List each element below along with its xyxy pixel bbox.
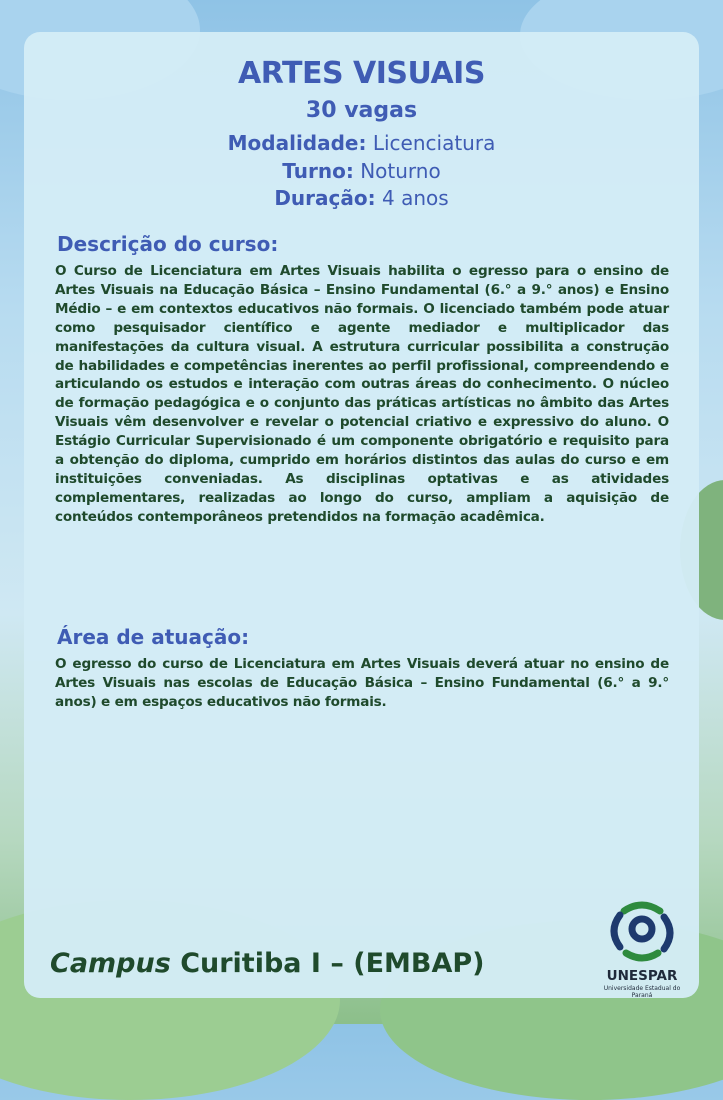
modalidade-line — [0, 131, 723, 155]
duracao-label: Duração: — [274, 186, 376, 210]
turno-line — [0, 159, 723, 183]
turno-value: Noturno — [360, 159, 441, 183]
page-title: ARTES VISUAIS — [238, 56, 485, 91]
logo-name: UNESPAR — [606, 968, 678, 984]
modalidade-label: Modalidade: — [227, 131, 367, 155]
campus-name: Curitiba I – (EMBAP) — [170, 948, 485, 979]
duracao-line — [0, 186, 723, 210]
area-heading: Área de atuação: — [57, 625, 250, 649]
unespar-logo-icon — [594, 897, 690, 967]
campus-italic: Campus — [50, 948, 171, 979]
logo-subtitle: Universidade Estadual do Paraná — [603, 985, 681, 999]
campus-label — [50, 948, 485, 979]
turno-label: Turno: — [282, 159, 354, 183]
vagas-count: 30 vagas — [305, 98, 418, 123]
duracao-value: 4 anos — [381, 186, 449, 210]
area-text: O egresso do curso de Licenciatura em Artes Visuais deverá atuar no ensino de Artes Visuais nas escolas de Educação Básica – Ensino Fundamental (6.° a 9.° anos) e em espaços educativos não formais. — [55, 656, 669, 710]
descricao-heading: Descrição do curso: — [57, 232, 279, 256]
descricao-text: O Curso de Licenciatura em Artes Visuais habilita o egresso para o ensino de Artes Visuais na Educação Básica – Ensino Fundamental (6.° a 9.° anos) e Ensino Médio – e em contextos educativos não formais. O licenciado também pode atuar como pesquisador científico e agente mediador e multiplicador das manifestações da cultura visual. A estrutura curricular possibilita a construção de habilidades e competências inerentes ao perfil profissional, compreendendo e articulando os estudos e interação com outras áreas do conhecimento. O núcleo de formação pedagógica e o conjunto das práticas artísticas no âmbito das Artes Visuais vêm desenvolver e revelar o potencial criativo e expressivo do aluno. O Estágio Curricular Supervisionado é um componente obrigatório e requisito para a obtenção do diploma, cumprido em horários distintos das aulas do curso e em instituições conveniadas. As disciplinas optativas e as atividades complementares, realizadas ao longo do curso, ampliam a aquisição de conteúdos contemporâneos pretendidos na formação acadêmica. — [55, 263, 669, 525]
modalidade-value: Licenciatura — [372, 131, 496, 155]
